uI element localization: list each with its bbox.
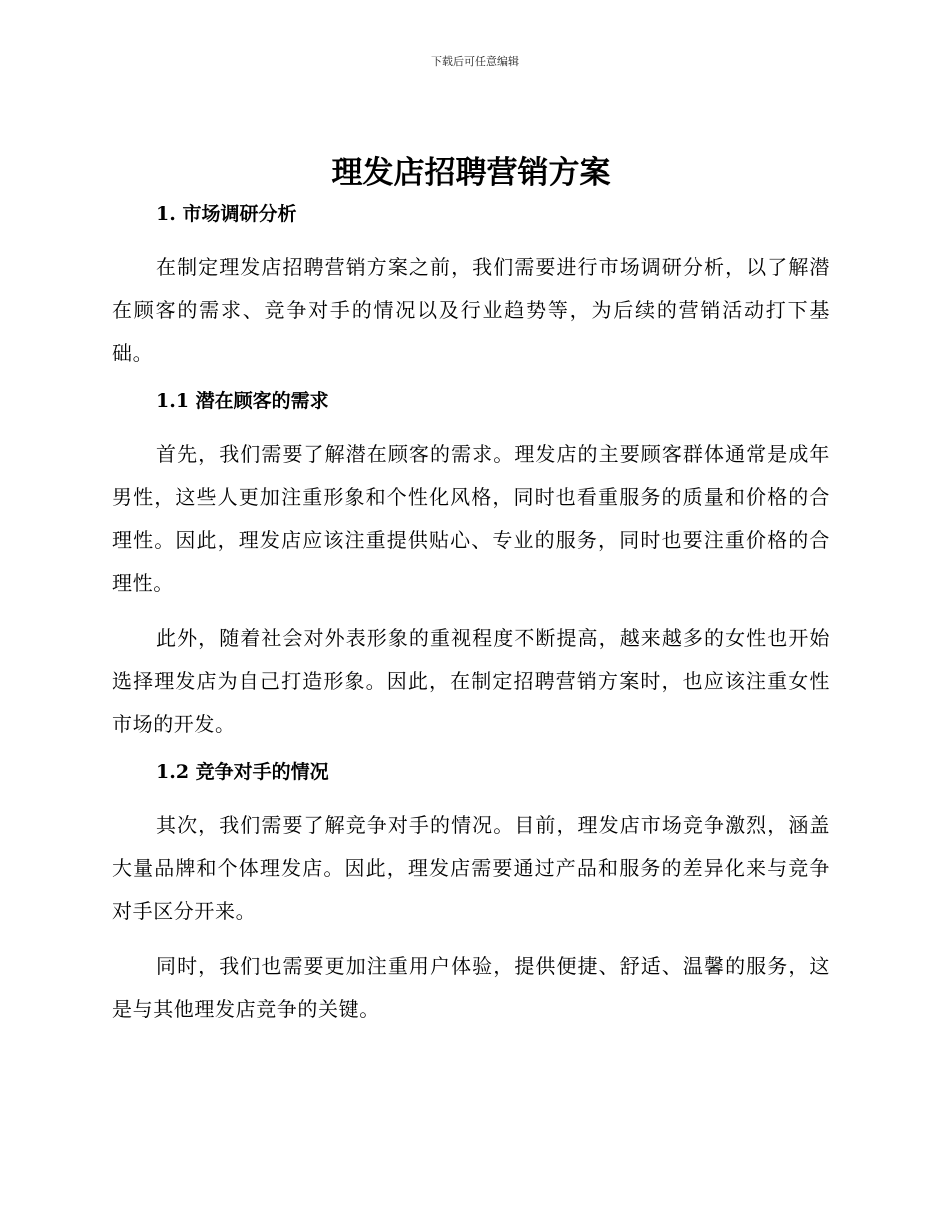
section-competitors — [112, 758, 830, 1031]
paragraph: 在制定理发店招聘营销方案之前，我们需要进行市场调研分析，以了解潜在顾客的需求、竞争对手的情况以及行业趋势等，为后续的营销活动打下基础。 — [112, 255, 830, 365]
section-heading: 1.2 竞争对手的情况 — [156, 761, 329, 783]
document-body — [112, 150, 830, 1043]
paragraph: 此外，随着社会对外表形象的重视程度不断提高，越来越多的女性也开始选择理发店为自己打造形象。因此，在制定招聘营销方案时，也应该注重女性市场的开发。 — [112, 626, 830, 736]
document-title: 理发店招聘营销方案 — [331, 155, 611, 191]
page-header-note: 下载后可任意编辑 — [431, 55, 519, 68]
section-heading: 1. 市场调研分析 — [156, 203, 297, 225]
section-market-research — [112, 200, 830, 375]
section-customer-needs — [112, 387, 830, 746]
section-heading: 1.1 潜在顾客的需求 — [156, 390, 329, 412]
paragraph: 同时，我们也需要更加注重用户体验，提供便捷、舒适、温馨的服务，这是与其他理发店竞争的关键。 — [112, 954, 830, 1021]
paragraph: 首先，我们需要了解潜在顾客的需求。理发店的主要顾客群体通常是成年男性，这些人更加注重形象和个性化风格，同时也看重服务的质量和价格的合理性。因此，理发店应该注重提供贴心、专业的服务，同时也要注重价格的合理性。 — [112, 442, 830, 595]
paragraph: 其次，我们需要了解竞争对手的情况。目前，理发店市场竞争激烈，涵盖大量品牌和个体理发店。因此，理发店需要通过产品和服务的差异化来与竞争对手区分开来。 — [112, 813, 830, 923]
